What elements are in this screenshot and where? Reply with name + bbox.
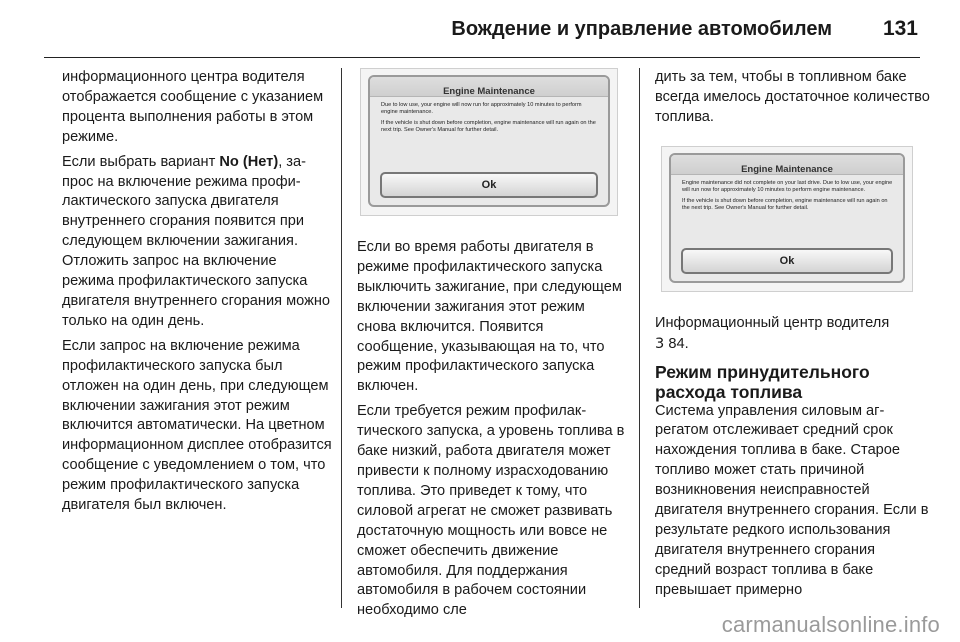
- text-column-3: [655, 68, 933, 606]
- paragraph-text: , запрос на включение режима профилактического запуска двигателя внутреннего сгорания появится при следующем включении зажигания. Отложить запрос на включение режима профилактического запуска двигателя внутреннего сгорания можно только на один день.: [62, 153, 331, 329]
- option-no-label: No (Нет): [219, 153, 279, 170]
- page-title: Вождение и управление автомобилем: [451, 18, 832, 40]
- paragraph: информационного центра водителя отображается сообщение с указанием процента выполнения работы в этом режиме.: [62, 69, 324, 145]
- display-screen: [669, 153, 905, 283]
- paragraph: Если запрос на включение режима профилактического запуска был отложен на один день, при следующем включении зажигания этот режим включится автоматически. На цветном информационном дисплее отобразится сообщение с уведомлением о том, что режим профилактического запуска двигателя был включен.: [62, 337, 332, 514]
- page-reference[interactable]: 84.: [664, 335, 689, 352]
- header-divider: [44, 57, 920, 58]
- page-number: 131: [882, 17, 918, 40]
- paragraph: Система управления силовым агрегатом отслеживает средний срок нахождения топлива в баке. Старое топливо может стать причиной возникновения неисправностей двигателя внутреннего сгорания. Если в результате редкого использования двигателя внутреннего сгорания средний возраст топлива в баке превышает примерно: [655, 402, 929, 598]
- paragraph: Если во время работы двигателя в режиме профилактического запуска выключить зажигание, при следующем включении зажигания этот режим снова включится. Появится сообщение, указывающая на то, что режим профилактического запуска включен.: [357, 239, 622, 395]
- screen-message: Due to low use, your engine will now run for approximately 10 minutes to perform engine maintenance.: [381, 102, 582, 115]
- display-screen: [368, 75, 610, 207]
- ok-button: Ok: [681, 248, 893, 274]
- screen-message: If the vehicle is shut down before completion, engine maintenance will run again on the next trip. See Owner's Manual for further detail.: [682, 197, 888, 211]
- section-heading: Режим принудительного расхода топлива: [655, 361, 870, 402]
- screen-message: If the vehicle is shut down before completion, engine maintenance will run again on the next trip. See Owner's Manual for further detail.: [381, 120, 596, 133]
- engine-maintenance-incomplete-screen-figure: [661, 146, 913, 292]
- column-divider-2: [639, 68, 640, 608]
- engine-maintenance-screen-figure: [360, 68, 618, 216]
- watermark: carmanualsonline.info: [721, 612, 940, 637]
- page-header: [0, 0, 960, 62]
- ok-button: Ok: [380, 172, 598, 198]
- screen-title: Engine Maintenance: [671, 155, 903, 175]
- paragraph: [655, 314, 933, 355]
- screen-title: Engine Maintenance: [370, 77, 608, 97]
- text-column-1: [62, 68, 332, 521]
- paragraph: Если требуется режим профилактического запуска, а уровень топлива в баке низкий, работа двигателя может привести к полному израсходованию топлива. Это приведет к тому, что силовой агрегат не сможет развивать достаточную мощность или вовсе не сможет обеспечить движение автомобиля. Для поддержания автомобиля в рабочем состоянии необходимо сле: [357, 403, 625, 619]
- text-column-2: [357, 68, 627, 626]
- paragraph-text: Если выбрать вариант: [62, 153, 220, 170]
- paragraph: дить за тем, чтобы в топливном баке всегда имелось достаточное количество топлива.: [655, 69, 930, 125]
- paragraph-text: Информационный центр водителя: [655, 314, 890, 331]
- screen-message: Engine maintenance did not complete on your last drive. Due to low use, your engine will run now for approximately 10 minutes to perform engine maintenance.: [682, 179, 893, 193]
- page-reference-icon: 3: [655, 334, 665, 352]
- paragraph: [62, 153, 332, 332]
- column-divider-1: [341, 68, 342, 608]
